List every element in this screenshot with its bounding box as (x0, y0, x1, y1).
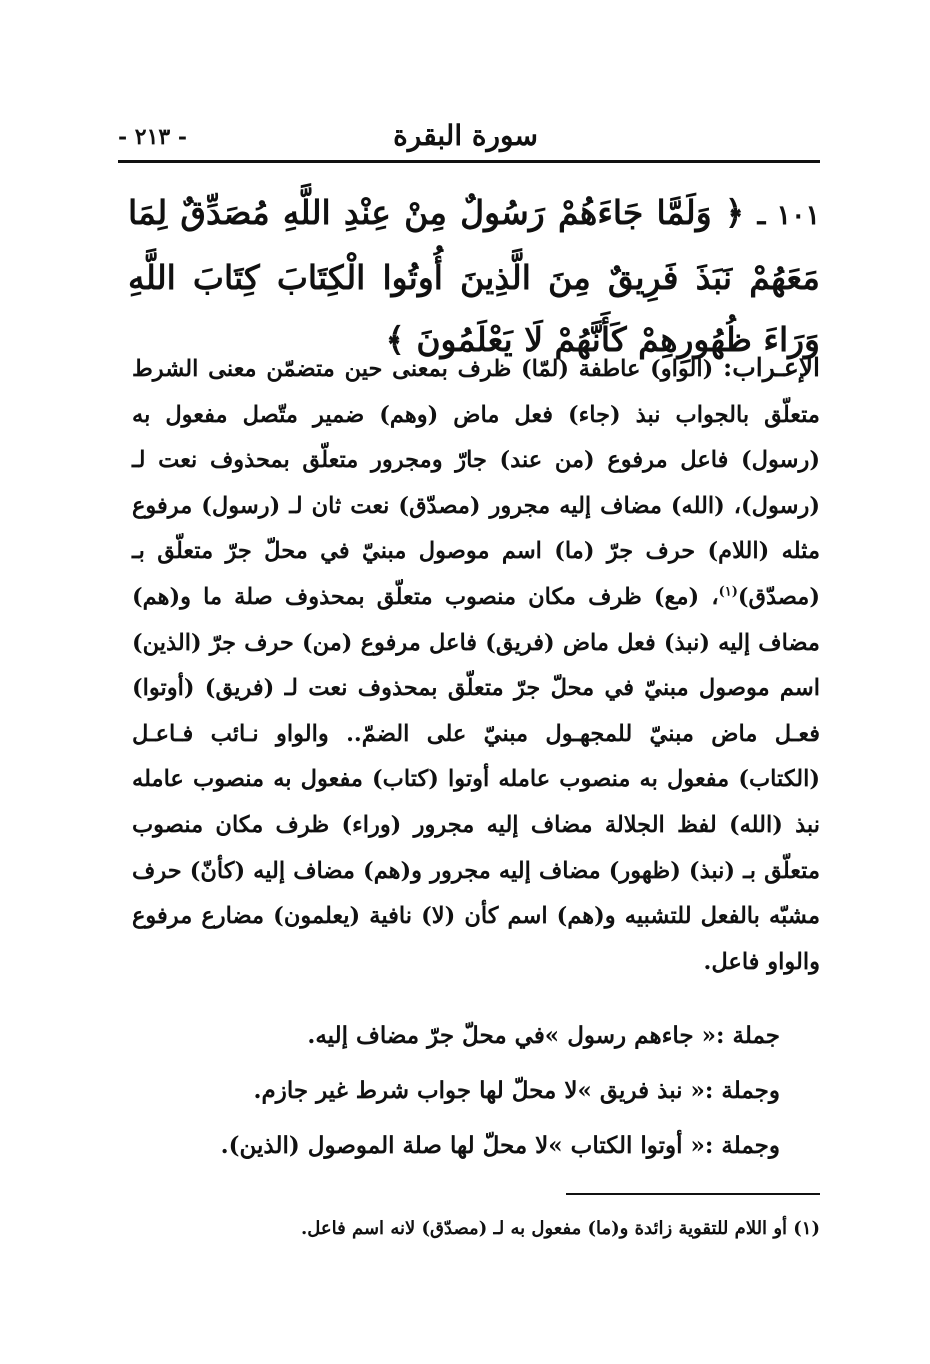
sentence-line: وجملة :« نبذ فريق »لا محلّ لها جواب شرط غير جازم. (253, 1077, 780, 1104)
footnote-divider (566, 1193, 820, 1195)
irab-text-continued: ، (مع) ظرف مكان منصوب متعلّق بمحذوف صلة ما و(هم) مضاف إليه (نبذ) فعل ماض (فريق) فاعل مرفوع (من) حرف جرّ (الذين) اسم موصول مبنيّ في محلّ جرّ متعلّق بمحذوف نعت لـ (فريق) (أوتوا) فعـل ماض مبنيّ للمجهـول مبنيّ على الضمّ.. والواو نـائب فـاعـل (الكتاب) مفعول به منصوب عامله أوتوا (كتاب) مفعول به منصوب عامله نبذ (الله) لفظ الجلالة مضاف إليه مجرور (وراء) ظرف مكان منصوب متعلّق بـ (نبذ) (ظهور) مضاف إليه مجرور و(هم) مضاف إليه (كأنّ) حرف مشبّه بالفعل للتشبيه و(هم) اسم كأن (لا) نافية (يعلمون) مضارع مرفوع والواو فاعل. (132, 583, 820, 975)
page-header (118, 118, 818, 158)
page-number: - ٢١٣ - (118, 124, 188, 150)
verse-text: ﴿ وَلَمَّا جَاءَهُمْ رَسُولٌ مِنْ عِنْدِ اللَّهِ مُصَدِّقٌ لِمَا مَعَهُمْ نَبَذَ فَرِيقٌ مِنَ الَّذِينَ أُوتُوا الْكِتَابَ كِتَابَ اللَّهِ وَرَاءَ ظُهُورِهِمْ كَأَنَّهُمْ لَا يَعْلَمُونَ ﴾ (128, 193, 820, 359)
footnote: (١) أو اللام للتقوية زائدة و(ما) مفعول به لـ (مصدّق) لانه اسم فاعل. (301, 1218, 820, 1239)
header-divider (118, 160, 820, 163)
irab-label: الإعـراب: (723, 353, 820, 382)
sentence-line: جملة :« جاءهم رسول »في محلّ جرّ مضاف إليه. (307, 1022, 780, 1049)
grammatical-analysis (132, 345, 820, 985)
sentence-analysis (200, 1008, 780, 1173)
quran-verse (128, 182, 820, 371)
verse-number: ١٠١ ـ (757, 200, 820, 231)
footnote-reference: (١) (718, 584, 738, 600)
irab-text: (الواو) عاطفة (لمّا) ظرف بمعنى حين متضمّن معنى الشرط متعلّق بالجواب نبذ (جاء) فعل ماض (وهم) ضمير متّصل مفعول به (رسول) فاعل مرفوع (من عند) جارّ ومجرور متعلّق بمحذوف نعت لـ (رسول)، (الله) مضاف إليه مجرور (مصدّق) نعت ثان لـ (رسول) مرفوع مثله (اللام) حرف جرّ (ما) اسم موصول مبنيّ في محلّ جرّ متعلّق بـ (مصدّق) (132, 356, 820, 610)
sentence-line: وجملة :« أوتوا الكتاب »لا محلّ لها صلة الموصول (الذين). (220, 1132, 780, 1159)
surah-title: سورة البقرة (393, 119, 538, 152)
